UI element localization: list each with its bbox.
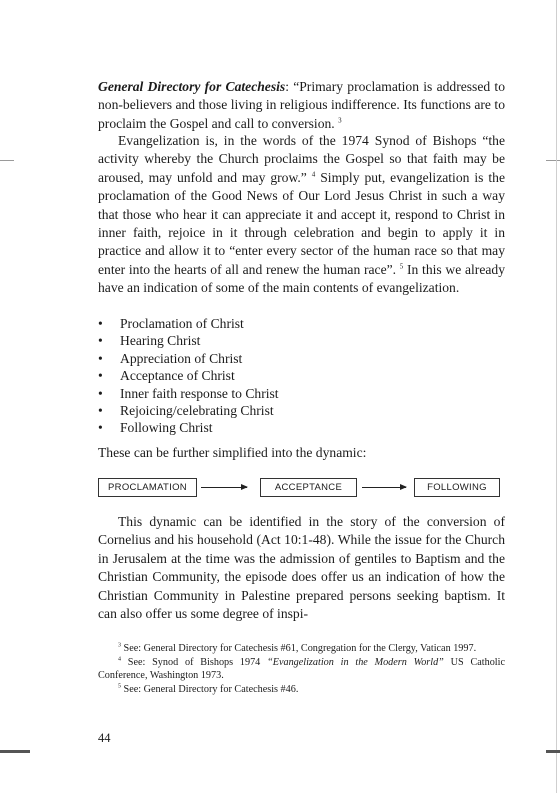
bullet-icon: • (98, 316, 103, 331)
page-edge-right (556, 0, 557, 793)
bullet-icon: • (98, 385, 103, 401)
acceptance-box: ACCEPTANCE (260, 478, 357, 497)
paragraph-1 (98, 78, 505, 133)
footnote-4: $^4$ See: Synod of Bishops 1974 “Evangelization in the Modern World” US Catholic Conference, Washington 1973. (98, 656, 505, 682)
bullet-icon: • (98, 368, 103, 384)
crop-mark-bottom-right (546, 750, 560, 753)
dynamic-intro: These can be further simplified into the dynamic: (98, 445, 367, 460)
paragraph-2-part-2: Simply put, evangelization is the proclamation of the Good News of Our Lord Jesus Christ in such a way that those who hear it can appreciate it and accept it, respond to Christ in inner faith, rejoice in it through celebration and begin to apply it in practice and allow it to “enter every sector of the human race so that may enter into the hearts of all and renew the human race”. (98, 169, 505, 277)
bullet-list (98, 315, 505, 437)
bullet-icon: • (98, 350, 103, 366)
arrow-right-icon (362, 487, 406, 488)
crop-mark-left (0, 160, 14, 161)
footnote-3: $^3$ See: General Directory for Catechesis #61, Congregation for the Clergy, Vatican 1997. (118, 642, 477, 654)
list-item: • Rejoicing/celebrating Christ (98, 403, 274, 419)
following-box: FOLLOWING (414, 478, 500, 497)
paragraph-3: This dynamic can be identified in the story of the conversion of Cornelius and his household (Act 10:1-48). While the issue for the Church in Jerusalem at the time was the admission of gentiles to Baptism and the Christian Community, the episode does offer us an indication of how the Christian Community in Palestine prepared persons seeking baptism. It can also offer us some degree of inspi- (98, 514, 505, 622)
proclamation-box: PROCLAMATION (98, 478, 197, 497)
footnote-5: $^5$ See: General Directory for Catechesis #46. (118, 683, 299, 695)
crop-mark-right (546, 160, 560, 161)
list-item: • Following Christ (98, 420, 213, 436)
bullet-icon: • (98, 403, 103, 419)
dynamic-flow-diagram (98, 478, 500, 498)
list-item: • Acceptance of Christ (98, 368, 235, 384)
list-item: • Proclamation of Christ (98, 316, 244, 331)
paragraph-1-text: : “Primary proclamation is addressed to non-believers and those living in religious indifference. Its functions are to proclaim the Gospel and call to conversion. (98, 79, 506, 131)
paragraph-2-part-3: In this we already have an indication of some of the main contents of evangelization. (98, 261, 505, 296)
footnote-ref-5: 5 (399, 262, 404, 271)
paragraph-2-part-1: Evangelization is, in the words of the 1974 Synod of Bishops “the activity whereby the Church proclaims the Gospel so that faith may be aroused, may unfold and may grow.” (98, 133, 505, 185)
bullet-icon: • (98, 333, 103, 349)
footnote-ref-3: 3 (338, 116, 342, 125)
bullet-icon: • (98, 420, 103, 436)
footnotes (98, 642, 505, 696)
crop-mark-bottom-left (0, 750, 30, 753)
page-number: 44 (98, 731, 111, 745)
directory-title: General Directory for Catechesis (98, 79, 286, 94)
list-item: • Hearing Christ (98, 333, 201, 349)
footnote-book-title: “Evangelization in the Modern World” (267, 656, 444, 668)
list-item: • Appreciation of Christ (98, 350, 243, 366)
list-item: • Inner faith response to Christ (98, 385, 279, 401)
footnote-ref-4: 4 (311, 170, 316, 179)
paragraph-2 (98, 132, 505, 298)
arrow-right-icon (201, 487, 247, 488)
